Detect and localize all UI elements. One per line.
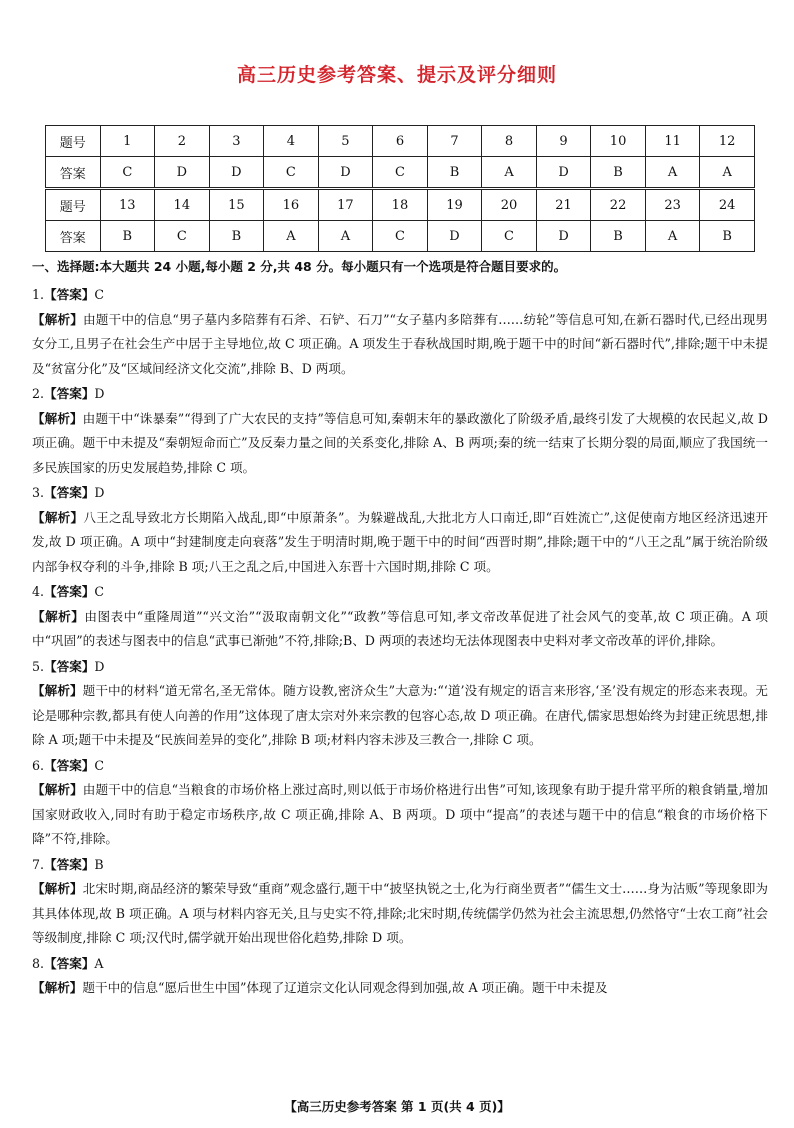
item-number: 5.: [32, 658, 45, 674]
question-number: 5: [318, 126, 373, 157]
analysis-paragraph: [32, 877, 768, 951]
analysis-tag: 【解析】: [32, 311, 84, 327]
answer-value: B: [94, 856, 104, 872]
answer-table: [45, 125, 755, 252]
answer-tag: 【答案】: [44, 757, 95, 773]
analysis-text: 由题干中的信息“男子墓内多陪葬有石斧、石铲、石刀”“女子墓内多陪葬有……纺轮”等信息可知,在新石器时代,已经出现男女分工,且男子在社会生产中居于主导地位,故 C 项正确。A 项发生于春秋战国时期,晚于题干中的时间“新石器时代”,排除;题干中未提及“贫富分化”及“区域间经济文化交流”,排除 B、D 两项。: [32, 311, 769, 376]
answer-line: [32, 952, 768, 977]
answer-line: [32, 481, 768, 506]
answer-value: D: [94, 485, 105, 500]
page-footer: 【高三历史参考答案 第 1 页(共 4 页)】: [284, 1099, 510, 1114]
analysis-paragraph: [32, 679, 768, 753]
answer-tag: 【答案】: [44, 856, 95, 872]
answer-cell: A: [645, 221, 700, 252]
table-row-numbers-2: [46, 189, 755, 221]
question-number: 23: [645, 189, 700, 221]
analysis-tag: 【解析】: [32, 881, 83, 896]
question-number: 7: [427, 126, 482, 157]
answer-cell: D: [155, 157, 210, 189]
question-number: 14: [155, 189, 210, 221]
answer-line: [32, 283, 768, 308]
question-number: 15: [209, 189, 264, 221]
analysis-paragraph: [32, 506, 768, 580]
table-row-answers-1: [46, 157, 755, 189]
analysis-paragraph: [32, 976, 768, 1001]
answer-cell: C: [482, 221, 537, 252]
analysis-tag: 【解析】: [32, 608, 85, 624]
answer-line: [32, 853, 768, 878]
answer-cell: A: [482, 157, 537, 189]
item-number: 6.: [32, 757, 45, 773]
question-number: 6: [373, 126, 428, 157]
item-number: 3.: [32, 485, 45, 500]
question-number: 12: [700, 126, 755, 157]
answer-line: [32, 382, 768, 407]
answer-cell: C: [155, 221, 210, 252]
table-row-answers-2: [46, 221, 755, 252]
answer-line: [32, 655, 768, 680]
answer-tag: 【答案】: [44, 955, 95, 971]
analysis-text: 由题干中的信息“当粮食的市场价格上涨过高时,则以低于市场价格进行出售”可知,该现象有助于提升常平所的粮食销量,增加国家财政收入,同时有助于稳定市场秩序,故 C 项正确,排除 A、B 两项。D 项中“提高”的表述与题干中的信息“粮食的市场价格下降”不符,排除。: [32, 782, 768, 846]
question-number: 13: [100, 189, 155, 221]
answer-value: C: [94, 584, 105, 599]
answer-cell: C: [100, 157, 155, 189]
analysis-text: 题干中的信息“愿后世生中国”体现了辽道宗文化认同观念得到加强,故 A 项正确。题干中未提及: [82, 980, 608, 995]
question-number: 10: [591, 126, 646, 157]
row-label: 答案: [46, 157, 101, 189]
question-number: 21: [536, 189, 591, 221]
question-number: 1: [100, 126, 155, 157]
item-number: 1.: [32, 287, 45, 302]
item-number: 2.: [32, 386, 45, 401]
analysis-text: 由图表中“重隆周道”“兴文治”“汲取南朝文化”“政教”等信息可知,孝文帝改革促进了社会风气的变革,故 C 项正确。A 项中“巩固”的表述与图表中的信息“武事已渐弛”不符,排除;B、D 两项的表述均无法体现图表中史料对孝文帝改革的评价,排除。: [32, 608, 768, 648]
section-heading: 一、选择题:本大题共 24 小题,每小题 2 分,共 48 分。每小题只有一个选项是符合题目要求的。: [32, 259, 567, 274]
analysis-tag: 【解析】: [32, 782, 83, 797]
analysis-paragraph: [32, 605, 768, 654]
question-number: 8: [482, 126, 537, 157]
analysis-text: 题干中的材料“道无常名,圣无常体。随方设教,密济众生”大意为:“‘道’没有规定的语言来形容,‘圣’没有规定的形态来表现。无论是哪种宗教,都具有使人向善的作用”这体现了唐太宗对外来宗教的包容心态,故 D 项正确。在唐代,儒家思想始终为封建正统思想,排除 A 项;题干中未提及“民族间差异的变化”,排除 B 项;材料内容未涉及三教合一,排除 C 项。: [32, 683, 768, 747]
answer-value: D: [94, 658, 105, 674]
page-title: 高三历史参考答案、提示及评分细则: [236, 64, 557, 86]
answer-value: C: [94, 287, 105, 302]
analysis-text: 北宋时期,商品经济的繁荣导致“重商”观念盛行,题干中“披坚执锐之士,化为行商坐贾者”“儒生文士……身为沽贩”等现象即为其具体体现,故 B 项正确。A 项与材料内容无关,且与史实不符,排除;北宋时期,传统儒学仍然为社会主流思想,仍然恪守“士农工商”社会等级制度,排除 C 项;汉代时,儒学就开始出现世俗化趋势,排除 D 项。: [32, 881, 769, 945]
answer-cell: B: [209, 221, 264, 252]
question-number: 22: [591, 189, 646, 221]
question-number: 24: [700, 189, 755, 221]
question-number: 11: [645, 126, 700, 157]
answer-cell: A: [645, 157, 700, 189]
analysis-tag: 【解析】: [32, 410, 83, 426]
question-number: 16: [264, 189, 319, 221]
analysis-text: 八王之乱导致北方长期陷入战乱,即“中原萧条”。为躲避战乱,大批北方人口南迁,即“百姓流亡”,这促使南方地区经济迅速开发,故 D 项正确。A 项中“封建制度走向衰落”发生于明清时期,晚于题干中的时间“西晋时期”,排除;题干中的“八王之乱”属于统治阶级内部争权夺利的斗争,排除 B 项;八王之乱之后,中国进入东晋十六国时期,排除 C 项。: [32, 509, 768, 574]
answer-value: A: [94, 955, 104, 971]
item-number: 4.: [32, 584, 45, 599]
question-number: 18: [373, 189, 428, 221]
question-number: 3: [209, 126, 264, 157]
analysis-text: 由题干中“诛暴秦”“得到了广大农民的支持”等信息可知,秦朝末年的暴政激化了阶级矛盾,最终引发了大规模的农民起义,故 D 项正确。题干中未提及“秦朝短命而亡”及反秦力量之间的关系变化,排除 A、B 两项;秦的统一结束了长期分裂的局面,顺应了我国统一多民族国家的历史发展趋势,排除 C 项。: [32, 410, 769, 475]
analysis-tag: 【解析】: [32, 509, 84, 525]
answer-tag: 【答案】: [44, 658, 95, 674]
answer-cell: B: [700, 221, 755, 252]
answer-cell: D: [536, 157, 591, 189]
answer-cell: B: [591, 157, 646, 189]
analysis-paragraph: [32, 407, 768, 481]
answer-tag: 【答案】: [44, 287, 95, 302]
question-number: 9: [536, 126, 591, 157]
answer-cell: D: [209, 157, 264, 189]
question-number: 4: [264, 126, 319, 157]
answer-tag: 【答案】: [44, 584, 95, 599]
answer-tag: 【答案】: [44, 386, 95, 401]
answer-value: C: [94, 757, 105, 773]
item-number: 8.: [32, 955, 45, 971]
row-label: 题号: [46, 189, 101, 221]
answer-cell: B: [591, 221, 646, 252]
item-number: 7.: [32, 856, 45, 872]
answer-cell: B: [100, 221, 155, 252]
analysis-paragraph: [32, 308, 768, 382]
analysis-tag: 【解析】: [32, 683, 83, 698]
answer-line: [32, 754, 768, 779]
question-number: 17: [318, 189, 373, 221]
answer-cell: B: [427, 157, 482, 189]
answer-value: D: [94, 386, 105, 401]
answer-cell: D: [427, 221, 482, 252]
answer-line: [32, 580, 768, 605]
answer-explanations: [32, 282, 768, 1001]
analysis-paragraph: [32, 778, 768, 852]
answer-cell: C: [264, 157, 319, 189]
table-row-numbers-1: [46, 126, 755, 157]
answer-cell: C: [373, 157, 428, 189]
answer-cell: D: [318, 157, 373, 189]
answer-tag: 【答案】: [44, 485, 95, 500]
answer-cell: D: [536, 221, 591, 252]
question-number: 2: [155, 126, 210, 157]
question-number: 20: [482, 189, 537, 221]
row-label: 题号: [46, 126, 101, 157]
answer-cell: C: [373, 221, 428, 252]
row-label: 答案: [46, 221, 101, 252]
answer-cell: A: [264, 221, 319, 252]
answer-cell: A: [318, 221, 373, 252]
analysis-tag: 【解析】: [32, 980, 83, 995]
answer-cell: A: [700, 157, 755, 189]
question-number: 19: [427, 189, 482, 221]
